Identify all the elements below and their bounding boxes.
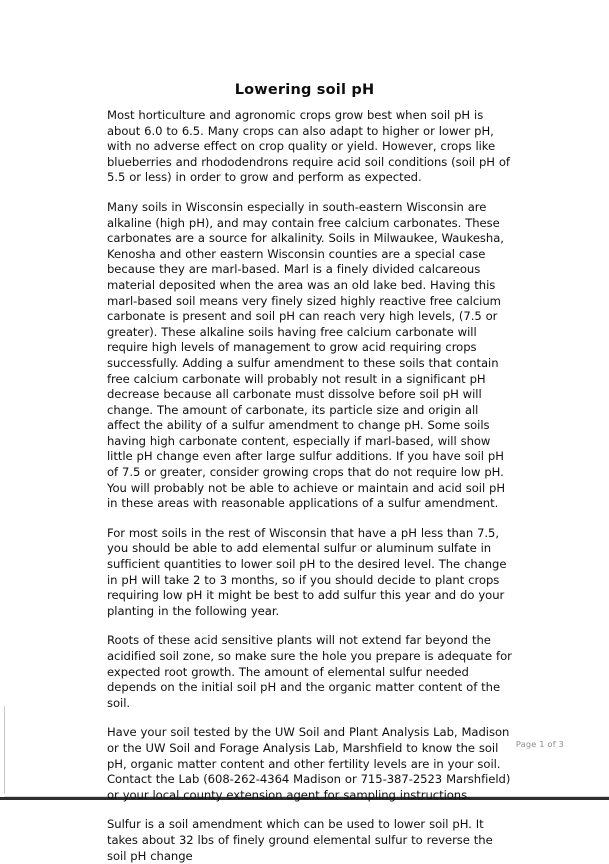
body-paragraph: Sulfur is a soil amendment which can be used to lower soil pH. It takes about 32 lbs of finely ground elemental sulfur to reverse the soil pH change (107, 817, 493, 863)
body-paragraph: For most soils in the rest of Wisconsin that have a pH less than 7.5, you should be able to add elemental sulfur or aluminum sulfate in sufficient quantities to lower soil pH to the desired level. The change in pH will take 2 to 3 months, so if you should decide to plant crops requiring low pH it might be best to add sulfur this year and do your planting in the following year. (107, 525, 507, 618)
body-paragraph: Have your soil tested by the UW Soil and Plant Analysis Lab, Madison or the UW Soil and Forage Analysis Lab, Marshfield to know the soil pH, organic matter content and other fertility levels are in your soil. Contact the Lab (608-262-4364 Madison or 715-387-2523 Marshfield) or your local county extension agent for sampling instructions. (107, 725, 511, 802)
document-body (107, 108, 512, 864)
page-number-footer: Page 1 of 3 (515, 739, 564, 749)
body-paragraph: Most horticulture and agronomic crops grow best when soil pH is about 6.0 to 6.5. Many crops can also adapt to higher or lower pH, with no adverse effect on crop quality or yield. However, crops like blueberries and rhododendrons require acid soil conditions (soil pH of 5.5 or less) in order to grow and perform as expected. (107, 108, 510, 185)
scan-edge-artifact-left (4, 706, 5, 794)
page-title: Lowering soil pH (234, 81, 375, 98)
body-paragraph: Many soils in Wisconsin especially in south-eastern Wisconsin are alkaline (high pH), and may contain free calcium carbonates. These carbonates are a source for alkalinity. Soils in Milwaukee, Waukesha, Kenosha and other eastern Wisconsin counties are a special case because they are marl-based. Marl is a finely divided calcareous material deposited when the area was an old lake bed. Having this marl-based soil means very finely sized highly reactive free calcium carbonate is present and soil pH can reach very high levels, (7.5 or greater). These alkaline soils having free calcium carbonate will require high levels of management to grow acid requiring crops successfully. Adding a sulfur amendment to these soils that contain free calcium carbonate will probably not result in a significant pH decrease because all carbonate must dissolve before soil pH will change. The amount of carbonate, its particle size and origin all affect the ability of a sulfur amendment to change pH. Some soils having high carbonate content, especially if marl-based, will show little pH change even after large sulfur additions. If you have soil pH of 7.5 or greater, consider growing crops that do not require low pH. You will probably not be able to achieve or maintain and acid soil pH in these areas with reasonable applications of a sulfur amendment. (107, 199, 506, 511)
body-paragraph: Roots of these acid sensitive plants will not extend far beyond the acidified soil zone, so make sure the hole you prepare is adequate for expected root growth. The amount of elemental sulfur needed depends on the initial soil pH and the organic matter content of the soil. (107, 633, 512, 710)
